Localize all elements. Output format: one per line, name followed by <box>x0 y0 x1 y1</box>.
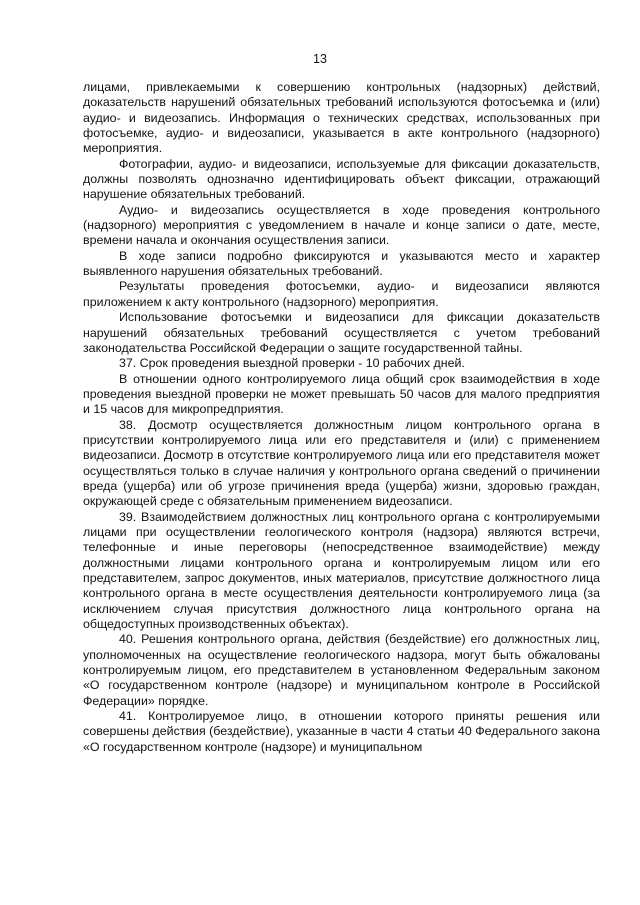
paragraph-continuation: лицами, привлекаемыми к совершению контрольных (надзорных) действий, доказательств нарушений обязательных требований используются фотосъемка и (или) аудио- и видеозапись. Информация о технических средствах, использованных при фотосъемке, аудио- и видеозаписи, указывается в акте контрольного (надзорного) мероприятия. <box>83 80 600 156</box>
paragraph: Фотографии, аудио- и видеозаписи, используемые для фиксации доказательств, должны позволять однозначно идентифицировать объект фиксации, отражающий нарушение обязательных требований. <box>83 156 600 202</box>
paragraph-item-37: 37. Срок проведения выездной проверки - 10 рабочих дней. <box>119 356 465 371</box>
paragraph: Результаты проведения фотосъемки, аудио- и видеозаписи являются приложением к акту контрольного (надзорного) мероприятия. <box>83 279 600 309</box>
paragraph: В ходе записи подробно фиксируются и указываются место и характер выявленного нарушения обязательных требований. <box>83 248 600 279</box>
paragraph-item-41: 41. Контролируемое лицо, в отношении которого приняты решения или совершены действия (бездействие), указанные в части 4 статьи 40 Федерального закона «О государственном контроле (надзоре) и муниципальном <box>83 709 600 754</box>
paragraph-item-40: 40. Решения контрольного органа, действия (бездействие) его должностных лиц, уполномоченных на осуществление геологического надзора, могут быть обжалованы контролируемым лицом, его представителем в установленном Федеральным законом «О государственном контроле (надзоре) и муниципальном контроле в Российской Федерации» порядке. <box>83 632 600 708</box>
paragraph: Аудио- и видеозапись осуществляется в ходе проведения контрольного (надзорного) мероприятия с уведомлением в начале и конце записи о дате, месте, времени начала и окончания осуществления записи. <box>83 202 600 248</box>
paragraph: Использование фотосъемки и видеозаписи для фиксации доказательств нарушений обязательных требований осуществляется с учетом требований законодательства Российской Федерации о защите государственной тайны. <box>83 310 600 355</box>
document-body <box>83 80 600 755</box>
paragraph: В отношении одного контролируемого лица общий срок взаимодействия в ходе проведения выездной проверки не может превышать 50 часов для малого предприятия и 15 часов для микропредприятия. <box>83 371 600 417</box>
page-number: 13 <box>313 52 327 66</box>
paragraph-item-39: 39. Взаимодействием должностных лиц контрольного органа с контролируемыми лицами при осуществлении геологического контроля (надзора) являются встречи, телефонные и иные переговоры (непосредственное взаимодействие) между должностными лицами контрольного органа и контролируемым лицом или его представителем, запрос документов, иных материалов, присутствие должностного лица контрольного органа в месте осуществления деятельности контролируемого лица (за исключением случая присутствия должностного лица контрольного органа на общедоступных производственных объектах). <box>83 509 600 632</box>
paragraph-item-38: 38. Досмотр осуществляется должностным лицом контрольного органа в присутствии контролируемого лица или его представителя и (или) с применением видеозаписи. Досмотр в отсутствие контролируемого лица или его представителя может осуществляться только в случае наличия у контрольного органа сведений о причинении вреда (ущерба) или об угрозе причинения вреда (ущерба) жизни, здоровью граждан, окружающей среде с обязательным применением видеозаписи. <box>83 417 600 509</box>
